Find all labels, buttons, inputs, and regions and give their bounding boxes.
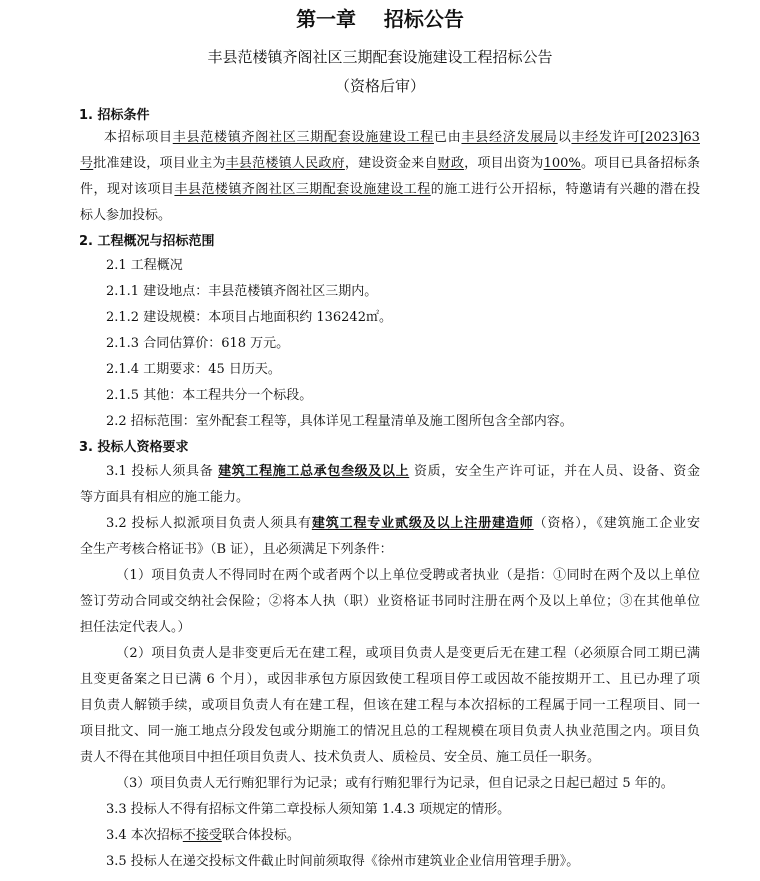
condition-1-line: （1）项目负责人不得同时在两个或者两个以上单位受聘或者执业（是指：①同时在两个及以上单位 <box>116 568 700 583</box>
s1-text: 以 <box>557 130 572 145</box>
required-constructor-level: 建筑工程专业贰级及以上注册建造师 <box>311 516 534 531</box>
s3-para-3-1-cont: 等方面具有相应的施工能力。 <box>80 490 250 505</box>
condition-1-line: 担任法定代表人。） <box>80 620 191 635</box>
s1-text: ，建设资金来自 <box>344 156 438 171</box>
project-name: 丰县范楼镇齐阁社区三期配套设施建设工程 <box>172 130 434 145</box>
s3-text: 3.4 本次招标 <box>106 828 183 843</box>
fund-source: 财政 <box>437 156 465 171</box>
s2-item: 2.1.1 建设地点：丰县范楼镇齐阁社区三期内。 <box>106 284 378 299</box>
s3-text: 资质，安全生产许可证，并在人员、设备、资金 <box>409 464 700 479</box>
s1-text: ，项目出资为 <box>464 156 544 171</box>
s3-para-3-4 <box>106 827 300 845</box>
qualification-type: （资格后审） <box>334 77 425 95</box>
s1-line-1 <box>80 129 700 147</box>
s2-item: 2.1.2 建设规模：本项目占地面积约 136242㎡。 <box>106 310 392 325</box>
condition-2-line: 项目批文、同一施工地点分段发包或分期施工的情况且总的工程规模在项目负责人执业范围之内。项目负 <box>80 724 700 739</box>
project-owner: 丰县范楼镇人民政府 <box>225 156 345 171</box>
condition-2-line: 且变更备案之日已满 6 个月），或因非承包方原因致使工程项目停工或因故不能按期开工、且已办理了项 <box>80 672 700 687</box>
s3-text: 3.2 投标人拟派项目负责人须具有 <box>106 516 312 531</box>
s3-para-3-2-cont: 全生产考核合格证书》（B 证），且必须满足下列条件： <box>80 542 393 557</box>
s3-text: （资格），《建筑施工企业安 <box>533 516 700 531</box>
s2-item: 2.1.5 其他：本工程共分一个标段。 <box>106 388 313 403</box>
section-2-heading: 2. 工程概况与招标范围 <box>79 234 215 249</box>
funding-ratio: 100% <box>543 156 581 171</box>
approval-number: 丰经发许可[2023]63 <box>571 130 700 145</box>
s1-text: 的施工进行公开招标，特邀请有兴趣的潜在投 <box>430 182 700 197</box>
section-3-heading: 3. 投标人资格要求 <box>79 440 189 455</box>
s1-line-4: 标人参加投标。 <box>80 208 172 223</box>
s3-para-3-5: 3.5 投标人在递交投标文件截止时间前须取得《徐州市建筑业企业信用管理手册》。 <box>106 854 580 869</box>
s3-para-3-2 <box>106 515 700 533</box>
condition-2-line: 目负责人解锁手续，或项目负责人有在建工程，但该在建工程与本次招标的工程属于同一工程项目、同一 <box>80 698 700 713</box>
section-1-heading: 1. 招标条件 <box>79 108 150 123</box>
s3-text: 联合体投标。 <box>221 828 300 843</box>
chapter-title: 第一章 招标公告 <box>296 7 464 31</box>
condition-3: （3）项目负责人无行贿犯罪行为记录；或有行贿犯罪行为记录，但自记录之日起已超过 5 年的。 <box>116 776 674 791</box>
s1-line-3 <box>80 181 700 199</box>
approval-authority: 丰县经济发展局 <box>461 130 558 145</box>
s3-para-3-3: 3.3 投标人不得有招标文件第二章投标人须知第 1.4.3 项规定的情形。 <box>106 802 511 817</box>
condition-1-line: 签订劳动合同或交纳社会保险；②将本人执（职）业资格证书同时注册在两个及以上单位；③在其他单位 <box>80 594 700 609</box>
s1-text: 。项目已具备招标条 <box>580 156 700 171</box>
s2-item: 2.2 招标范围：室外配套工程等，具体详见工程量清单及施工图所包含全部内容。 <box>106 414 573 429</box>
s1-text: 批准建设，项目业主为 <box>93 156 226 171</box>
condition-2-line: （2）项目负责人是非变更后无在建工程，或项目负责人是变更后无在建工程（必须原合同工期已满 <box>116 646 700 661</box>
s2-item: 2.1.4 工期要求：45 日历天。 <box>106 362 281 377</box>
s3-para-3-1 <box>106 463 700 481</box>
s1-text: 件，现对该项目 <box>80 182 175 197</box>
s3-text: 3.1 投标人须具备 <box>106 464 219 479</box>
required-qualification: 建筑工程施工总承包叁级及以上 <box>218 464 410 479</box>
s2-item: 2.1.3 合同估算价：618 万元。 <box>106 336 290 351</box>
s1-line-2 <box>80 155 700 173</box>
s2-item: 2.1 工程概况 <box>106 258 183 273</box>
project-name: 丰县范楼镇齐阁社区三期配套设施建设工程 <box>174 182 431 197</box>
condition-2-line: 责人不得在其他项目中担任项目负责人、技术负责人、质检员、安全员、施工员任一职务。 <box>80 750 601 765</box>
consortium-rule: 不接受 <box>182 828 222 843</box>
approval-number-suffix: 号 <box>80 156 94 171</box>
notice-title: 丰县范楼镇齐阁社区三期配套设施建设工程招标公告 <box>207 48 553 66</box>
s1-text: 已由 <box>433 130 462 145</box>
s1-text: 本招标项目 <box>104 130 173 145</box>
